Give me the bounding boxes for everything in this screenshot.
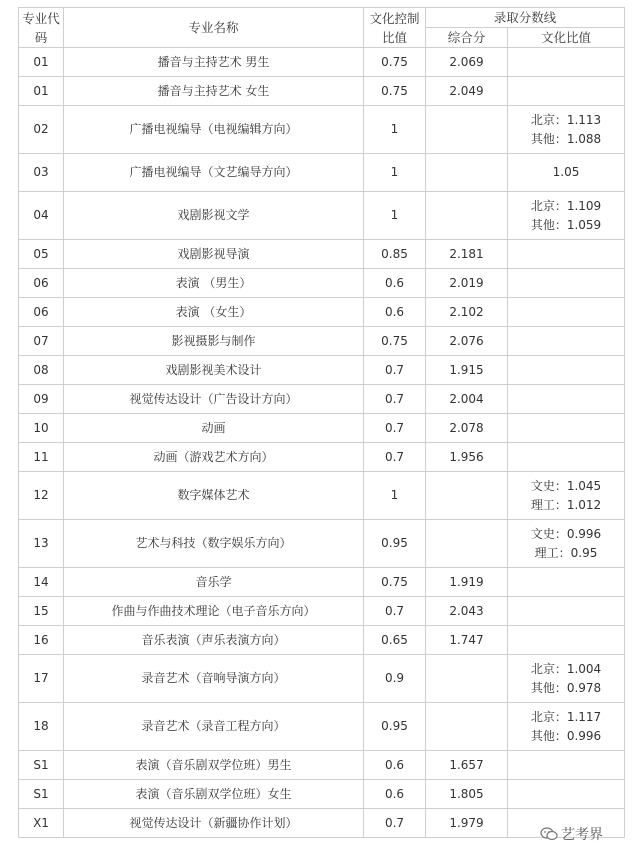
score-cell: 1.657 [426, 751, 508, 780]
name-cell: 音乐表演（声乐表演方向） [64, 626, 364, 655]
culture-cell [508, 356, 625, 385]
score-cell: 2.049 [426, 77, 508, 106]
table-row [19, 655, 625, 703]
table-row [19, 780, 625, 809]
name-cell: 表演 （男生） [64, 269, 364, 298]
culture-cell [508, 240, 625, 269]
ratio-cell: 0.75 [364, 48, 426, 77]
culture-cell [508, 106, 625, 154]
table-row [19, 472, 625, 520]
name-cell: 录音艺术（录音工程方向） [64, 703, 364, 751]
ratio-cell: 0.75 [364, 327, 426, 356]
name-cell: 影视摄影与制作 [64, 327, 364, 356]
name-cell: 音乐学 [64, 568, 364, 597]
table-row [19, 443, 625, 472]
score-cell: 2.102 [426, 298, 508, 327]
code-cell: 18 [19, 703, 64, 751]
code-cell: 04 [19, 192, 64, 240]
ratio-cell: 0.6 [364, 298, 426, 327]
ratio-cell: 0.7 [364, 443, 426, 472]
score-cell: 2.004 [426, 385, 508, 414]
culture-cell [508, 655, 625, 703]
culture-cell [508, 327, 625, 356]
name-cell: 播音与主持艺术 女生 [64, 77, 364, 106]
ratio-cell: 0.75 [364, 568, 426, 597]
culture-cell [508, 751, 625, 780]
ratio-cell: 1 [364, 472, 426, 520]
culture-value: 其他：1.088 [530, 131, 602, 146]
ratio-cell: 0.6 [364, 751, 426, 780]
code-cell: 08 [19, 356, 64, 385]
name-cell: 视觉传达设计（新疆协作计划） [64, 809, 364, 838]
culture-value: 理工：1.012 [530, 497, 602, 512]
score-cell: 1.979 [426, 809, 508, 838]
code-cell: 12 [19, 472, 64, 520]
culture-value: 北京：1.113 [530, 112, 602, 127]
code-cell: 06 [19, 298, 64, 327]
table-row [19, 240, 625, 269]
score-cell [426, 106, 508, 154]
header-composite: 综合分 [426, 28, 508, 48]
ratio-cell: 0.7 [364, 809, 426, 838]
code-cell: X1 [19, 809, 64, 838]
score-cell: 1.747 [426, 626, 508, 655]
code-cell: 09 [19, 385, 64, 414]
table-row [19, 751, 625, 780]
culture-value: 其他：0.996 [530, 728, 602, 743]
score-cell: 1.919 [426, 568, 508, 597]
table-row [19, 703, 625, 751]
header-admission-line: 录取分数线 [426, 8, 625, 28]
code-cell: 16 [19, 626, 64, 655]
code-cell: 06 [19, 269, 64, 298]
wechat-icon [540, 827, 558, 841]
code-cell: 17 [19, 655, 64, 703]
ratio-cell: 1 [364, 106, 426, 154]
culture-cell [508, 269, 625, 298]
table-row [19, 626, 625, 655]
name-cell: 戏剧影视导演 [64, 240, 364, 269]
name-cell: 动画（游戏艺术方向） [64, 443, 364, 472]
score-cell: 1.805 [426, 780, 508, 809]
admission-score-table [18, 7, 625, 838]
name-cell: 广播电视编导（电视编辑方向） [64, 106, 364, 154]
culture-value: 其他：0.978 [530, 680, 602, 695]
watermark-text: 艺考界 [561, 827, 603, 843]
name-cell: 表演 （女生） [64, 298, 364, 327]
culture-cell [508, 414, 625, 443]
table-row [19, 385, 625, 414]
culture-cell [508, 520, 625, 568]
culture-value: 其他：1.059 [530, 217, 602, 232]
culture-cell [508, 780, 625, 809]
code-cell: 05 [19, 240, 64, 269]
culture-cell [508, 626, 625, 655]
culture-value: 北京：1.004 [530, 661, 602, 676]
code-cell: 07 [19, 327, 64, 356]
score-cell: 2.076 [426, 327, 508, 356]
table-row [19, 327, 625, 356]
culture-cell [508, 472, 625, 520]
score-cell [426, 472, 508, 520]
ratio-cell: 0.7 [364, 597, 426, 626]
code-cell: S1 [19, 780, 64, 809]
name-cell: 表演（音乐剧双学位班）女生 [64, 780, 364, 809]
culture-cell [508, 192, 625, 240]
culture-cell [508, 48, 625, 77]
ratio-cell: 0.7 [364, 414, 426, 443]
ratio-cell: 0.75 [364, 77, 426, 106]
code-cell: 13 [19, 520, 64, 568]
culture-value: 北京：1.117 [530, 709, 602, 724]
culture-value: 理工：0.95 [534, 545, 598, 560]
name-cell: 戏剧影视文学 [64, 192, 364, 240]
name-cell: 艺术与科技（数字娱乐方向） [64, 520, 364, 568]
ratio-cell: 1 [364, 192, 426, 240]
code-cell: 02 [19, 106, 64, 154]
table-row [19, 597, 625, 626]
score-cell: 1.915 [426, 356, 508, 385]
culture-cell [508, 154, 625, 192]
score-cell: 2.069 [426, 48, 508, 77]
score-cell: 2.078 [426, 414, 508, 443]
name-cell: 数字媒体艺术 [64, 472, 364, 520]
ratio-cell: 1 [364, 154, 426, 192]
name-cell: 表演（音乐剧双学位班）男生 [64, 751, 364, 780]
ratio-cell: 0.7 [364, 356, 426, 385]
code-cell: S1 [19, 751, 64, 780]
ratio-cell: 0.6 [364, 269, 426, 298]
header-culture: 文化比值 [508, 28, 625, 48]
score-cell [426, 520, 508, 568]
score-cell [426, 655, 508, 703]
culture-value: 北京：1.109 [530, 198, 602, 213]
score-cell [426, 192, 508, 240]
table-row [19, 106, 625, 154]
table-row [19, 520, 625, 568]
culture-cell [508, 703, 625, 751]
code-cell: 01 [19, 77, 64, 106]
culture-cell [508, 77, 625, 106]
name-cell: 视觉传达设计（广告设计方向） [64, 385, 364, 414]
ratio-cell: 0.9 [364, 655, 426, 703]
table-row [19, 154, 625, 192]
ratio-cell: 0.6 [364, 780, 426, 809]
table-row [19, 414, 625, 443]
ratio-cell: 0.95 [364, 520, 426, 568]
code-cell: 03 [19, 154, 64, 192]
table-row [19, 298, 625, 327]
score-cell [426, 703, 508, 751]
culture-cell [508, 385, 625, 414]
name-cell: 广播电视编导（文艺编导方向） [64, 154, 364, 192]
score-cell: 1.956 [426, 443, 508, 472]
culture-value: 文史：1.045 [530, 478, 602, 493]
score-cell: 2.181 [426, 240, 508, 269]
score-cell: 2.043 [426, 597, 508, 626]
score-cell: 2.019 [426, 269, 508, 298]
culture-cell [508, 568, 625, 597]
score-cell [426, 154, 508, 192]
table-row [19, 77, 625, 106]
name-cell: 录音艺术（音响导演方向） [64, 655, 364, 703]
culture-cell [508, 298, 625, 327]
code-cell: 01 [19, 48, 64, 77]
table-row [19, 568, 625, 597]
table-body [19, 48, 625, 838]
name-cell: 播音与主持艺术 男生 [64, 48, 364, 77]
header-ratio: 文化控制比值 [364, 8, 426, 48]
code-cell: 14 [19, 568, 64, 597]
code-cell: 10 [19, 414, 64, 443]
ratio-cell: 0.7 [364, 385, 426, 414]
culture-cell [508, 597, 625, 626]
ratio-cell: 0.65 [364, 626, 426, 655]
culture-cell [508, 443, 625, 472]
ratio-cell: 0.85 [364, 240, 426, 269]
table-row [19, 48, 625, 77]
header-code: 专业代码 [19, 8, 64, 48]
table-row [19, 809, 625, 838]
table-row [19, 269, 625, 298]
code-cell: 11 [19, 443, 64, 472]
code-cell: 15 [19, 597, 64, 626]
watermark [540, 824, 603, 844]
culture-value: 1.05 [552, 165, 580, 179]
table-row [19, 356, 625, 385]
name-cell: 戏剧影视美术设计 [64, 356, 364, 385]
name-cell: 作曲与作曲技术理论（电子音乐方向） [64, 597, 364, 626]
name-cell: 动画 [64, 414, 364, 443]
header-name: 专业名称 [64, 8, 364, 48]
culture-value: 文史：0.996 [530, 526, 602, 541]
ratio-cell: 0.95 [364, 703, 426, 751]
table-row [19, 192, 625, 240]
